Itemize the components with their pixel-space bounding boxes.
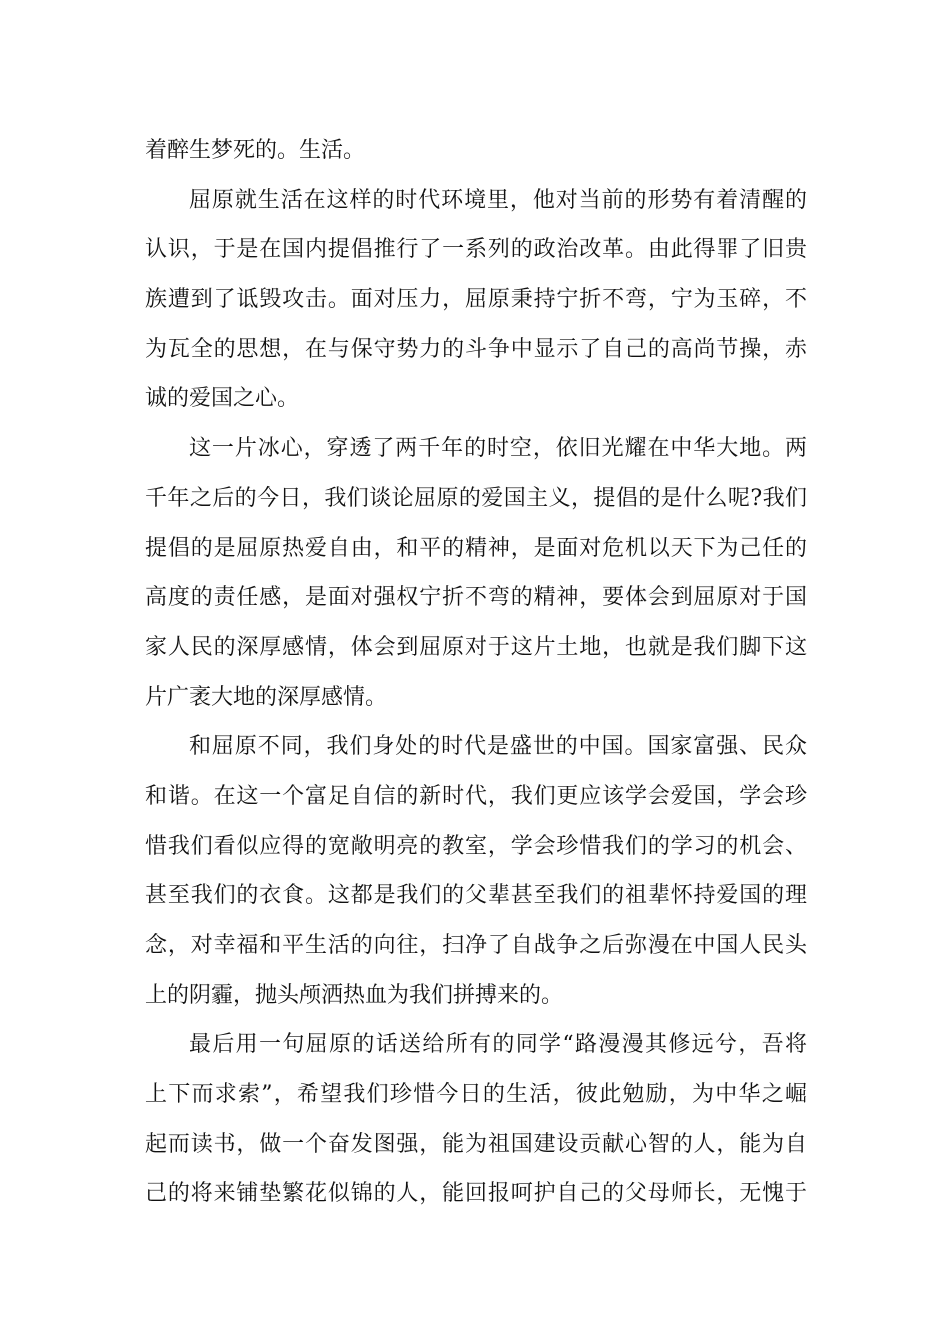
text-line: 甚至我们的衣食。这都是我们的父辈甚至我们的祖辈怀持爱国的理 xyxy=(145,883,807,909)
text-line: 认识，于是在国内提倡推行了一系列的政治改革。由此得罪了旧贵 xyxy=(145,237,807,263)
paragraph-first-line: 这一片冰心，穿透了两千年的时空，依旧光耀在中华大地。两 xyxy=(189,436,807,462)
text-line: 家人民的深厚感情，体会到屈原对于这片土地，也就是我们脚下这 xyxy=(145,634,807,660)
paragraph-first-line: 和屈原不同，我们身处的时代是盛世的中国。国家富强、民众 xyxy=(189,734,807,760)
text-line: 上的阴霾，抛头颅洒热血为我们拼搏来的。 xyxy=(145,982,564,1008)
text-line: 诚的爱国之心。 xyxy=(145,386,300,412)
body-text xyxy=(145,126,807,1219)
paragraph-first-line: 屈原就生活在这样的时代环境里，他对当前的形势有着清醒的 xyxy=(189,187,807,213)
text-line: 高度的责任感，是面对强权宁折不弯的精神，要体会到屈原对于国 xyxy=(145,585,807,611)
paragraph-first-line: 最后用一句屈原的话送给所有的同学“路漫漫其修远兮，吾将 xyxy=(189,1032,807,1058)
text-line: 族遭到了诋毁攻击。面对压力，屈原秉持宁折不弯，宁为玉碎，不 xyxy=(145,287,807,313)
text-line: 己的将来铺垫繁花似锦的人，能回报呵护自己的父母师长，无愧于 xyxy=(145,1181,807,1207)
text-line: 片广袤大地的深厚感情。 xyxy=(145,684,388,710)
text-line: 着醉生梦死的。生活。 xyxy=(145,138,366,163)
text-line: 起而读书，做一个奋发图强，能为祖国建设贡献心智的人，能为自 xyxy=(145,1131,807,1157)
text-line: 上下而求索”，希望我们珍惜今日的生活，彼此勉励，为中华之崛 xyxy=(145,1082,807,1108)
text-line: 提倡的是屈原热爱自由，和平的精神，是面对危机以天下为己任的 xyxy=(145,535,807,561)
text-line: 惜我们看似应得的宽敞明亮的教室，学会珍惜我们的学习的机会、 xyxy=(145,833,807,859)
text-line: 为瓦全的思想，在与保守势力的斗争中显示了自己的高尚节操，赤 xyxy=(145,336,807,362)
text-line: 念，对幸福和平生活的向往，扫净了自战争之后弥漫在中国人民头 xyxy=(145,933,807,958)
text-line: 千年之后的今日，我们谈论屈原的爱国主义，提倡的是什么呢?我们 xyxy=(145,485,807,511)
text-line: 和谐。在这一个富足自信的新时代，我们更应该学会爱国，学会珍 xyxy=(145,783,807,809)
